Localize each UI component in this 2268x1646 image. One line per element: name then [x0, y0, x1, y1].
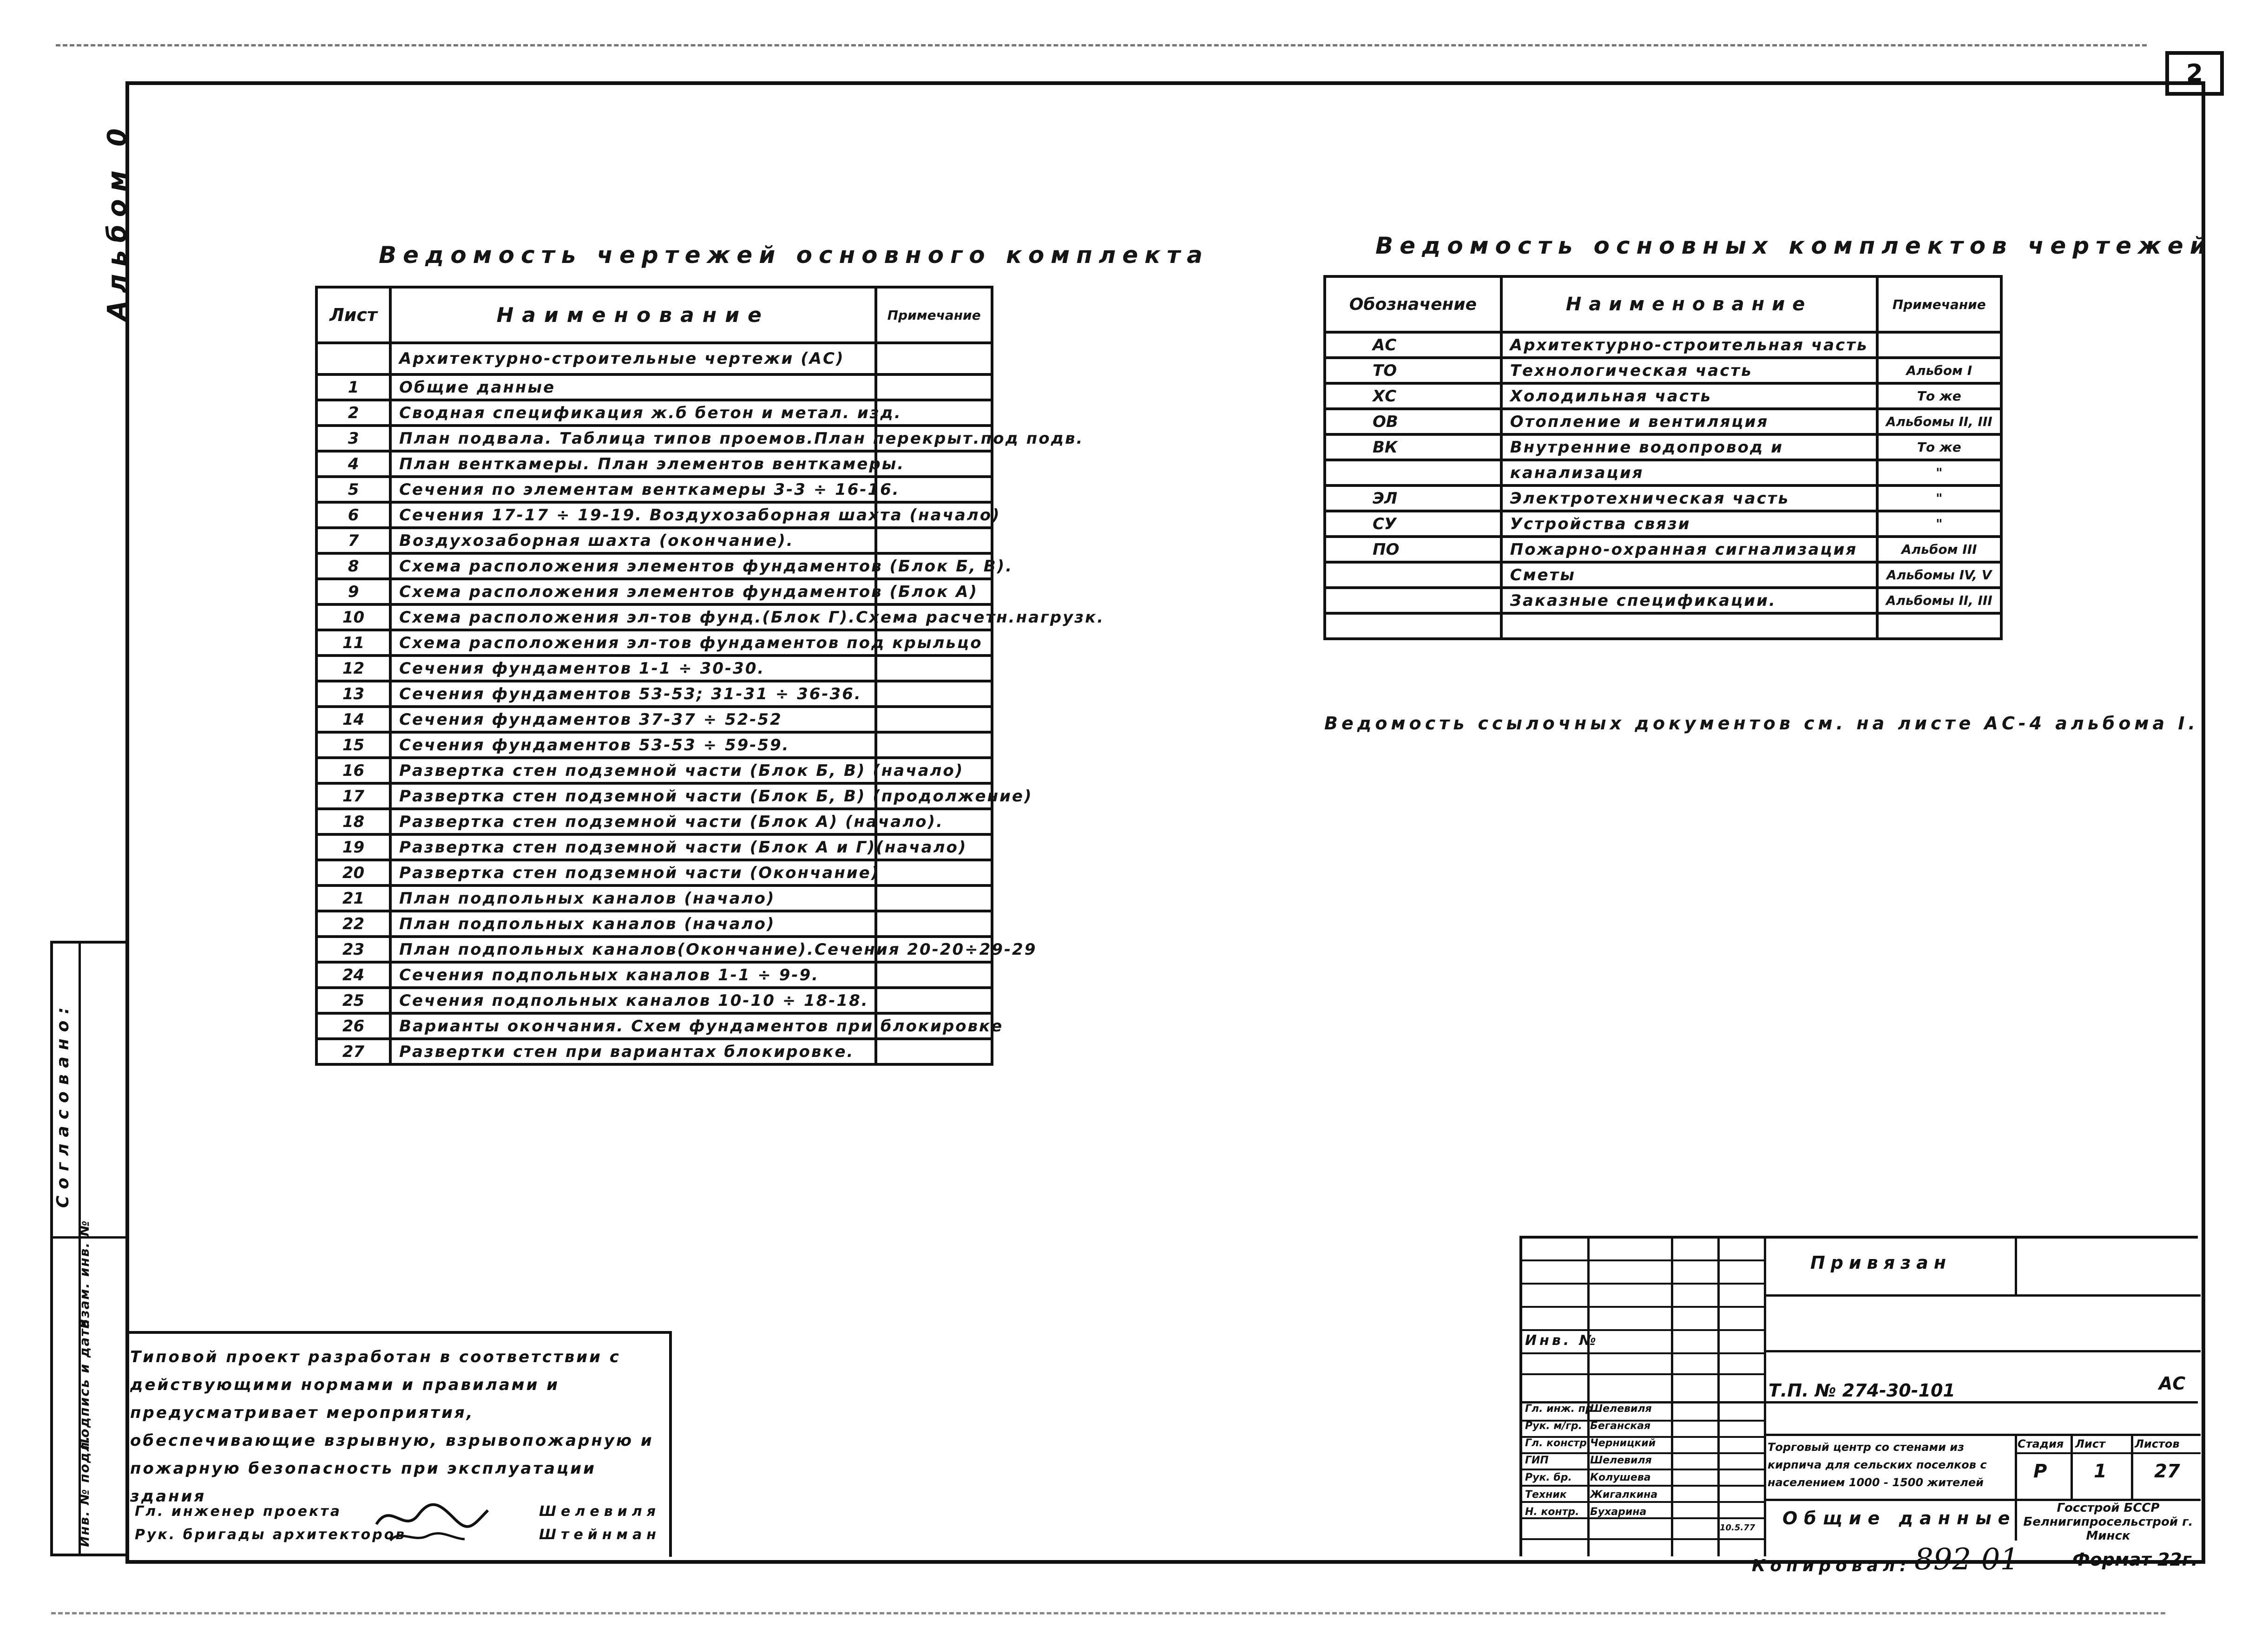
- note-cell: [876, 911, 992, 937]
- staff-row: [1524, 1403, 1719, 1419]
- table-row: [316, 502, 992, 528]
- sheet-value: 1: [2094, 1461, 2107, 1482]
- right-table-title: Ведомость основных комплектов чертежей: [1375, 232, 2213, 259]
- sheet-number-cell: 10: [316, 604, 390, 630]
- code-cell: [1325, 613, 1501, 639]
- table-row: [316, 860, 992, 885]
- sheet-number-cell: 22: [316, 911, 390, 937]
- name-cell: Сметы: [1501, 562, 1877, 588]
- top-edge-line: [56, 44, 2147, 46]
- code-cell: ВК: [1325, 434, 1501, 460]
- note-cell: [876, 732, 992, 758]
- name-cell: Электротехническая часть: [1501, 485, 1877, 511]
- signature-name: Штейнман: [539, 1527, 661, 1543]
- sheet-number-cell: 27: [316, 1039, 390, 1064]
- name-cell: [1501, 613, 1877, 639]
- note-cell: [876, 1039, 992, 1064]
- table-row: [316, 809, 992, 834]
- name-cell: Технологическая часть: [1501, 358, 1877, 383]
- note-cell: Альбомы IV, V: [1877, 562, 2001, 588]
- staff-row: [1524, 1455, 1719, 1470]
- drawing-name-cell: Варианты окончания. Схем фундаментов при блокировке: [390, 1013, 876, 1039]
- table-row: [316, 343, 992, 374]
- table-row: [316, 732, 992, 758]
- note-cell: [876, 988, 992, 1013]
- drawing-name-cell: План венткамеры. План элементов венткамеры.: [390, 451, 876, 477]
- note-cell: Альбом III: [1877, 537, 2001, 562]
- note-cell: [876, 707, 992, 732]
- title-block: [1519, 1236, 2198, 1556]
- sheet-number-cell: 8: [316, 553, 390, 579]
- drawing-name-cell: Сечения фундаментов 53-53; 31-31 ÷ 36-36.: [390, 681, 876, 707]
- drawing-name-cell: Схема расположения элементов фундаментов (Блок Б, В).: [390, 553, 876, 579]
- drawing-name-cell: Общие данные: [390, 374, 876, 400]
- project-code: Т.П. № 274-30-101: [1768, 1380, 1955, 1401]
- drawing-name-cell: Сводная спецификация ж.б бетон и метал. изд.: [390, 400, 876, 426]
- note-cell: Альбомы II, III: [1877, 588, 2001, 613]
- drawing-name-cell: Развертка стен подземной части (Блок Б, В) (начало): [390, 758, 876, 783]
- compliance-note: Типовой проект разработан в соответствии с действующими нормами и правилами и предусматривает мероприятия, обеспечивающие взрывную, взрывопожарную и пожарную безопасность при эксплуатации здания: [130, 1348, 654, 1506]
- name-cell: Холодильная часть: [1501, 383, 1877, 409]
- col-header-code: Обозначение: [1325, 276, 1501, 332]
- staff-row: [1524, 1506, 1719, 1522]
- staff-row: [1524, 1489, 1719, 1505]
- staff-row: [1524, 1472, 1719, 1488]
- organization: Госстрой БССР Белнигипросельстрой г. Минск: [2023, 1501, 2193, 1543]
- drawing-name-cell: Развертка стен подземной части (Блок А) (начало).: [390, 809, 876, 834]
- note-cell: [876, 343, 992, 374]
- note-cell: То же: [1877, 434, 2001, 460]
- drawing-name-cell: Схема расположения эл-тов фунд.(Блок Г).Схема расчетн.нагрузк.: [390, 604, 876, 630]
- replaces-label: Взам. инв. №: [77, 1220, 92, 1329]
- sheet-number-cell: 24: [316, 962, 390, 988]
- drawing-name-cell: Сечения по элементам венткамеры 3-3 ÷ 16-16.: [390, 477, 876, 502]
- drawing-name-cell: Сечения фундаментов 37-37 ÷ 52-52: [390, 707, 876, 732]
- staff-row: [1524, 1420, 1719, 1436]
- note-cell: Альбомы II, III: [1877, 409, 2001, 434]
- table-row: [316, 758, 992, 783]
- name-cell: Архитектурно-строительная часть: [1501, 332, 1877, 358]
- staff-row: [1524, 1437, 1719, 1453]
- handwritten-signature: [372, 1496, 493, 1548]
- table-row: [1325, 588, 2001, 613]
- note-cell: ": [1877, 460, 2001, 485]
- table-row: [316, 1013, 992, 1039]
- name-cell: Внутренние водопровод и: [1501, 434, 1877, 460]
- col-header-note: Примечание: [1877, 276, 2001, 332]
- code-cell: [1325, 460, 1501, 485]
- table-row: [1325, 511, 2001, 537]
- table-row: [1325, 562, 2001, 588]
- main-sets-table: [1323, 275, 2003, 640]
- table-row: [1325, 460, 2001, 485]
- table-row: [1325, 434, 2001, 460]
- sheet-number-cell: 26: [316, 1013, 390, 1039]
- compliance-box: [125, 1331, 672, 1557]
- drawing-name-cell: План подпольных каналов (начало): [390, 911, 876, 937]
- album-label: Альбом 0: [102, 121, 132, 321]
- sheet-number-cell: 25: [316, 988, 390, 1013]
- table-row: [316, 988, 992, 1013]
- sheet-number-cell: 13: [316, 681, 390, 707]
- sheet-number-box: [2165, 51, 2224, 96]
- linked-label: Привязан: [1810, 1253, 1952, 1273]
- staff-role: Гл. инж. пр.: [1525, 1403, 1597, 1415]
- sheet-number-cell: 1: [316, 374, 390, 400]
- drawing-name-cell: Схема расположения эл-тов фундаментов под крыльцо: [390, 630, 876, 656]
- sheet-number-cell: 16: [316, 758, 390, 783]
- table-row: [316, 1039, 992, 1064]
- note-cell: Альбом I: [1877, 358, 2001, 383]
- table-row: [1325, 485, 2001, 511]
- code-cell: ПО: [1325, 537, 1501, 562]
- staff-role: Рук. м/гр.: [1525, 1420, 1583, 1432]
- staff-role: Техник: [1525, 1489, 1567, 1501]
- note-cell: [876, 656, 992, 681]
- note-cell: [1877, 613, 2001, 639]
- sheet-number-cell: 23: [316, 937, 390, 962]
- name-cell: канализация: [1501, 460, 1877, 485]
- note-cell: [876, 528, 992, 553]
- drawing-name-cell: Развертка стен подземной части (Блок А и Г)(начало): [390, 834, 876, 860]
- table-row: [316, 656, 992, 681]
- note-cell: [876, 681, 992, 707]
- drawing-name: Общие данные: [1782, 1508, 2017, 1528]
- table-row: [316, 579, 992, 604]
- staff-role: Рук. бр.: [1525, 1472, 1572, 1483]
- table-row: [316, 528, 992, 553]
- approved-label: Согласовано:: [53, 1001, 72, 1208]
- sheet-number-cell: 3: [316, 426, 390, 451]
- drawing-name-cell: Сечения подпольных каналов 10-10 ÷ 18-18.: [390, 988, 876, 1013]
- name-cell: Устройства связи: [1501, 511, 1877, 537]
- table-row: [316, 707, 992, 732]
- table-row: [316, 681, 992, 707]
- inv-label: Инв. № подл.: [77, 1435, 92, 1547]
- left-table-title: Ведомость чертежей основного комплекта: [379, 242, 1209, 269]
- sheet-number-cell: 18: [316, 809, 390, 834]
- format-label: Формат 22г.: [2072, 1549, 2198, 1570]
- sheet-number-cell: 19: [316, 834, 390, 860]
- table-row: [316, 834, 992, 860]
- table-row: [1325, 358, 2001, 383]
- note-cell: [876, 885, 992, 911]
- table-row: [1325, 409, 2001, 434]
- signature-date-label: Подпись и дата: [77, 1318, 92, 1449]
- name-cell: Заказные спецификации.: [1501, 588, 1877, 613]
- note-cell: [876, 860, 992, 885]
- bottom-edge-line: [51, 1612, 2165, 1614]
- signature-role: Рук. бригады архитекторов: [135, 1527, 407, 1543]
- table-row: [316, 937, 992, 962]
- object-title: Торговый центр со стенами из кирпича для сельских поселков с населением 1000 - 1500 жителей: [1768, 1441, 1987, 1489]
- drawing-name-cell: Развертка стен подземной части (Окончание): [390, 860, 876, 885]
- sheet-number-cell: 4: [316, 451, 390, 477]
- code-cell: ЭЛ: [1325, 485, 1501, 511]
- name-cell: Пожарно-охранная сигнализация: [1501, 537, 1877, 562]
- table-row: [316, 374, 992, 400]
- col-header-name: Наименование: [1501, 276, 1877, 332]
- staff-name: Шелевиля: [1590, 1455, 1652, 1466]
- note-cell: ": [1877, 485, 2001, 511]
- table-row: [316, 426, 992, 451]
- sheet-number-cell: 14: [316, 707, 390, 732]
- note-cell: [876, 962, 992, 988]
- table-row: [1325, 332, 2001, 358]
- staff-role: ГИП: [1525, 1455, 1549, 1466]
- sheet-label: Лист: [2075, 1437, 2105, 1450]
- col-header-name: Наименование: [390, 287, 876, 343]
- staff-role: Гл. констр.: [1525, 1437, 1591, 1449]
- archive-number: 892-01: [1914, 1542, 2019, 1577]
- signature-name: Шелевиля: [539, 1503, 660, 1520]
- sheet-number-cell: 7: [316, 528, 390, 553]
- table-row: [316, 911, 992, 937]
- table-row: [316, 451, 992, 477]
- name-cell: Отопление и вентиляция: [1501, 409, 1877, 434]
- reference-note: Ведомость ссылочных документов см. на листе АС-4 альбома I.: [1324, 713, 2199, 734]
- sheet-number-cell: 2: [316, 400, 390, 426]
- staff-name: Жигалкина: [1590, 1489, 1658, 1501]
- staff-name: Беганская: [1590, 1420, 1651, 1432]
- sheet-number-cell: 21: [316, 885, 390, 911]
- sheet-number-cell: 6: [316, 502, 390, 528]
- code-cell: СУ: [1325, 511, 1501, 537]
- drawing-name-cell: Сечения фундаментов 1-1 ÷ 30-30.: [390, 656, 876, 681]
- note-cell: ": [1877, 511, 2001, 537]
- sheet-number: 2: [2186, 59, 2203, 87]
- note-cell: То же: [1877, 383, 2001, 409]
- staff-name: Черницкий: [1590, 1437, 1656, 1449]
- drawing-name-cell: Развертка стен подземной части (Блок Б, В) (продолжение): [390, 783, 876, 809]
- copied-label: Копировал:: [1752, 1556, 1911, 1575]
- drawing-name-cell: Сечения 17-17 ÷ 19-19. Воздухозаборная шахта (начало): [390, 502, 876, 528]
- note-cell: [876, 374, 992, 400]
- drawings-list-table: [315, 286, 1105, 1066]
- staff-role: Н. контр.: [1525, 1506, 1579, 1518]
- col-header-sheet: Лист: [316, 287, 390, 343]
- drawing-name-cell: Сечения подпольных каналов 1-1 ÷ 9-9.: [390, 962, 876, 988]
- code-cell: [1325, 588, 1501, 613]
- table-row: [316, 553, 992, 579]
- table-row: [1325, 383, 2001, 409]
- table-row: [1325, 613, 2001, 639]
- drawing-name-cell: Воздухозаборная шахта (окончание).: [390, 528, 876, 553]
- drawing-name-cell: Архитектурно-строительные чертежи (АС): [390, 343, 876, 374]
- drawing-name-cell: План подпольных каналов(Окончание).Сечения 20-20÷29-29: [390, 937, 876, 962]
- table-row: [316, 783, 992, 809]
- drawing-name-cell: Развертки стен при вариантах блокировке.: [390, 1039, 876, 1064]
- col-header-note: Примечание: [876, 287, 992, 343]
- staff-name: Шелевиля: [1590, 1403, 1652, 1415]
- table-row: [316, 962, 992, 988]
- sheets-value: 27: [2154, 1461, 2180, 1482]
- inv-number-label: Инв. №: [1525, 1332, 1599, 1349]
- drawing-name-cell: План подпольных каналов (начало): [390, 885, 876, 911]
- table-row: [316, 604, 992, 630]
- code-cell: ХС: [1325, 383, 1501, 409]
- drawing-name-cell: План подвала. Таблица типов проемов.План перекрыт.под подв.: [390, 426, 876, 451]
- sheet-number-cell: [316, 343, 390, 374]
- sheet-number-cell: 20: [316, 860, 390, 885]
- sheet-number-cell: 12: [316, 656, 390, 681]
- sheet-number-cell: 15: [316, 732, 390, 758]
- code-cell: ТО: [1325, 358, 1501, 383]
- sheet-number-cell: 9: [316, 579, 390, 604]
- code-cell: АС: [1325, 332, 1501, 358]
- note-cell: [1877, 332, 2001, 358]
- drawing-name-cell: Сечения фундаментов 53-53 ÷ 59-59.: [390, 732, 876, 758]
- code-cell: [1325, 562, 1501, 588]
- table-row: [316, 400, 992, 426]
- sign-date: 10.5.77: [1720, 1523, 1755, 1533]
- table-row: [316, 630, 992, 656]
- stage-label: Стадия: [2018, 1437, 2064, 1450]
- sheets-label: Листов: [2135, 1437, 2180, 1450]
- set-mark: АС: [2159, 1373, 2186, 1394]
- sheet-number-cell: 11: [316, 630, 390, 656]
- table-row: [316, 885, 992, 911]
- drawing-name-cell: Схема расположения элементов фундаментов (Блок А): [390, 579, 876, 604]
- sheet-number-cell: 17: [316, 783, 390, 809]
- code-cell: ОВ: [1325, 409, 1501, 434]
- sheet-number-cell: 5: [316, 477, 390, 502]
- signature-role: Гл. инженер проекта: [135, 1503, 342, 1520]
- staff-name: Колушева: [1590, 1472, 1651, 1483]
- table-row: [1325, 537, 2001, 562]
- table-row: [316, 477, 992, 502]
- staff-name: Бухарина: [1590, 1506, 1647, 1518]
- stage-value: Р: [2033, 1461, 2047, 1482]
